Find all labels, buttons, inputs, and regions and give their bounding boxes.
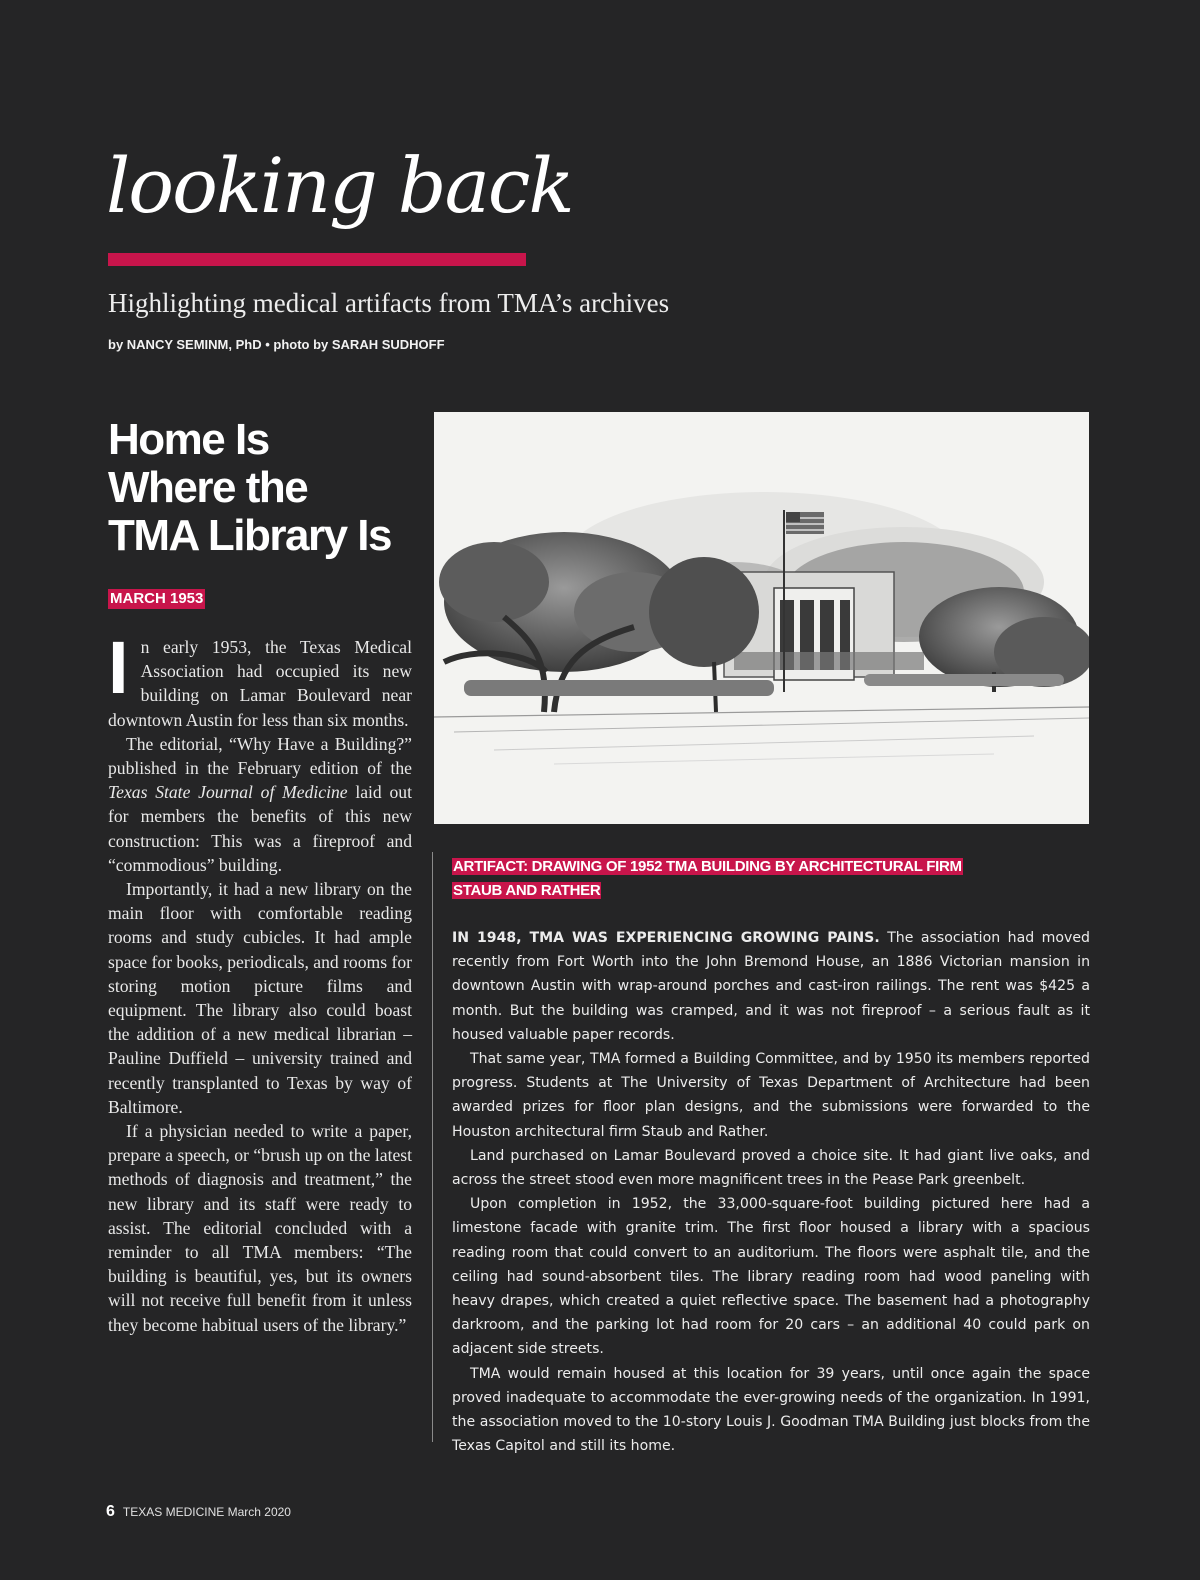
date-tag: MARCH 1953 bbox=[110, 590, 204, 607]
column-divider bbox=[432, 852, 433, 1442]
paragraph: If a physician needed to write a paper, prepare a speech, or “brush up on the latest methods of diagnosis and treatment,” the new library and its staff were ready to assist. The editorial concluded with a reminder to all TMA members: “The building is beautiful, yes, but its owners will not receive full benefit from it unless they become habitual users of the library.” bbox=[108, 1121, 412, 1335]
paragraph: Upon completion in 1952, the 33,000-square-foot building pictured here had a limestone facade with granite trim. The first floor housed a library with a spacious reading room that could convert to an auditorium. The floors were asphalt tile, and the ceiling had sound-absorbent tiles. The library reading room had wood paneling with heavy drapes, which created a quiet reflective space. The basement had a photography darkroom, and the parking lot had room for 20 cars – an additional 40 could park on adjacent side streets. bbox=[452, 1196, 1090, 1358]
page-footer bbox=[106, 1503, 291, 1521]
paragraph-text: laid out for members the benefits of this new construction: This was a fireproof and “commodious” building. bbox=[108, 782, 412, 875]
issue-date: March 2020 bbox=[227, 1505, 291, 1519]
caption-line: STAUB AND RATHER bbox=[453, 882, 601, 899]
section-title: looking back bbox=[106, 141, 573, 230]
paragraph: TMA would remain housed at this location for 39 years, until once again the space proved inadequate to accommodate the ever-growing needs of the organization. In 1991, the association moved to the 10-story Louis J. Goodman TMA Building just blocks from the Texas Capitol and still its home. bbox=[452, 1365, 1090, 1455]
artifact-caption bbox=[452, 855, 1052, 903]
journal-title: Texas State Journal of Medicine bbox=[108, 782, 348, 803]
paragraph bbox=[108, 626, 412, 732]
paragraph bbox=[452, 926, 1090, 1047]
publication-name: TEXAS MEDICINE bbox=[122, 1505, 225, 1519]
paragraph bbox=[108, 732, 412, 877]
section-subtitle: Highlighting medical artifacts from TMA’s archives bbox=[108, 288, 670, 318]
right-column-body bbox=[452, 926, 1090, 1458]
paragraph-text: The editorial, “Why Have a Building?” published in the February edition of the bbox=[108, 733, 412, 779]
headline-line: Home Is bbox=[108, 415, 269, 464]
page-number: 6 bbox=[106, 1503, 115, 1520]
drop-cap: I bbox=[108, 626, 129, 709]
byline: by NANCY SEMINM, PhD • photo by SARAH SUDHOFF bbox=[108, 337, 445, 352]
caption-line: ARTIFACT: DRAWING OF 1952 TMA BUILDING BY ARCHITECTURAL FIRM bbox=[453, 858, 962, 875]
section-title-underline bbox=[108, 253, 526, 266]
paragraph-text: n early 1953, the Texas Medical Association had occupied its new building on Lamar Boulevard near downtown Austin for less than six months. bbox=[108, 637, 412, 730]
left-column-body bbox=[108, 626, 412, 1337]
paragraph: Land purchased on Lamar Boulevard proved a choice site. It had giant live oaks, and across the street stood even more magnificent trees in the Pease Park greenbelt. bbox=[452, 1147, 1090, 1189]
article-headline bbox=[108, 416, 428, 560]
lede: IN 1948, TMA WAS EXPERIENCING GROWING PAINS. bbox=[452, 930, 880, 946]
headline-line: TMA Library Is bbox=[108, 511, 391, 560]
paragraph: Importantly, it had a new library on the main floor with comfortable reading rooms and study cubicles. It had ample space for books, periodicals, and rooms for storing motion picture films and equipment. The library also could boast the addition of a new medical librarian – Pauline Duffield – university trained and recently transplanted to Texas by way of Baltimore. bbox=[108, 879, 412, 1117]
headline-line: Where the bbox=[108, 463, 308, 512]
paragraph-text: The association had moved recently from Fort Worth into the John Bremond House, an 1886 Victorian mansion in downtown Austin with wrap-around porches and cast-iron railings. The rent was $425 a month. But the building was cramped, and it was not fireproof – a serious fault as it housed valuable paper records. bbox=[452, 930, 1090, 1043]
paragraph: That same year, TMA formed a Building Committee, and by 1950 its members reported progress. Students at The University of Texas Department of Architecture had been awarded prizes for floor plan designs, and the submissions were forwarded to the Houston architectural firm Staub and Rather. bbox=[452, 1051, 1090, 1140]
building-drawing-image bbox=[434, 412, 1089, 824]
